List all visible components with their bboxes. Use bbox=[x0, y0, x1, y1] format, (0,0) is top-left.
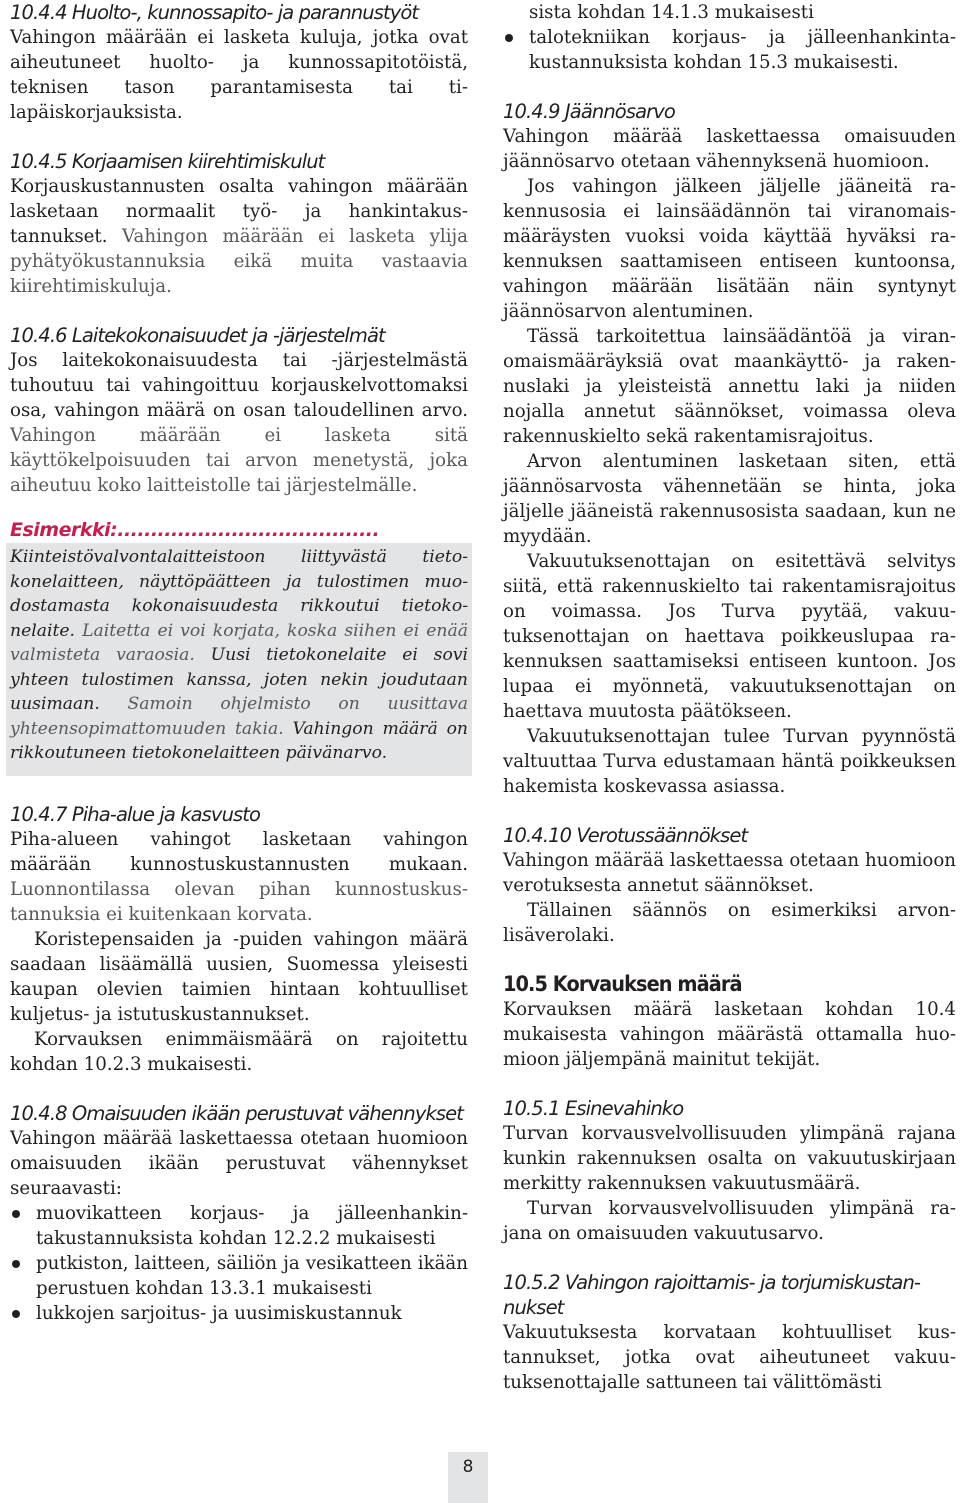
section-10-4-6 bbox=[10, 323, 468, 498]
bullet-icon bbox=[12, 1310, 20, 1318]
section-paragraph: Vakuutuksenottajan on esitettävä selvitys siitä, että rakennuskielto tai rakentamisrajoitus on voimassa. Jos Turva pyytää, vakuutuksenottajan on haettava poikkeuslupaa rakennuksen saattamiseksi entiseen kuntoon. Jos lupaa ei myönnetä, vakuutuksenottajan on haettava muutosta päätökseen. bbox=[503, 551, 956, 722]
list-item-text: talotekniikan korjaus- ja jälleenhankintakustannuksista kohdan 15.3 mukaisesti. bbox=[529, 27, 956, 73]
section-paragraph: Vahingon määrää laskettaessa otetaan huomioon verotuksesta annetut säännökset. bbox=[503, 850, 956, 896]
section-10-4-8 bbox=[10, 1101, 468, 1326]
main-heading: 10.5 Korvauksen määrä bbox=[503, 972, 742, 996]
list-item bbox=[503, 25, 956, 75]
bullet-icon bbox=[12, 1210, 20, 1218]
section-text: Vahingon määrään ei lasketa kuluja, jotka ovat aiheutuneet huolto- ja kunnossapitotöistä, teknisen tason parantamisesta tai tilapäiskorjauksista. bbox=[10, 27, 468, 123]
list-item-text: lukkojen sarjoitus- ja uusimiskustannuk bbox=[36, 1302, 402, 1324]
right-column bbox=[503, 0, 956, 1395]
bullet-icon bbox=[12, 1260, 20, 1268]
left-column bbox=[10, 0, 468, 1326]
example-box bbox=[6, 543, 472, 776]
bullet-list-continued bbox=[503, 0, 956, 75]
list-item bbox=[10, 1301, 468, 1326]
text-part-gray: Vahingon määrään ei lasketa ylija pyhätyökustannuksia eikä muita vastaavia kiirehtimiskuluja. bbox=[10, 226, 468, 297]
section-heading: 10.4.4 Huolto-, kunnossapito- ja parannustyöt bbox=[10, 1, 419, 24]
section-text bbox=[10, 827, 468, 927]
text-part: Piha-alueen vahingot lasketaan vahingon määrään kunnostuskustannusten mukaan. bbox=[10, 828, 468, 875]
example-text bbox=[10, 545, 468, 766]
section-paragraph: Koristepensaiden ja -puiden vahingon määrä saadaan lisäämällä uusien, Suomessa yleisesti kaupan olevien taimien hintaan kohtuulliset kuljetus- ja istutuskustannukset. bbox=[10, 928, 468, 1025]
example-part: Uusi tietokonelaite ei sovi yhteen tulostimen kanssa, joten nekin joudutaan uusimaan. bbox=[10, 645, 468, 714]
section-heading: 10.4.10 Verotussäännökset bbox=[503, 824, 748, 847]
section-10-4-10 bbox=[503, 823, 956, 948]
section-paragraph: Vakuutuksenottajan tulee Turvan pyynnöstä valtuuttaa Turva edustamaan häntä poikkeuksen hakemista koskevassa asiassa. bbox=[503, 726, 956, 797]
list-item-text: putkiston, laitteen, säiliön ja vesikatteen ikään perustuen kohdan 13.3.1 mukaisesti bbox=[36, 1252, 468, 1299]
section-paragraph: Turvan korvausvelvollisuuden ylimpänä rajana on omaisuuden vakuutusarvo. bbox=[503, 1198, 956, 1244]
section-paragraph: Tässä tarkoitettua lainsäädäntöä ja viranomaismääräyksiä ovat maankäyttö- ja rakennuslaki ja yleisteistä annettu laki ja niiden nojalla annetut säännökset, voimassa oleva rakennuskielto sekä rakentamisrajoitus. bbox=[503, 326, 956, 447]
section-10-5-1 bbox=[503, 1096, 956, 1246]
section-heading: 10.4.8 Omaisuuden ikään perustuvat vähennykset bbox=[10, 1101, 463, 1125]
example-part: Vahingon määrä on rikkoutuneen tietokonelaitteen päivänarvo. bbox=[10, 718, 468, 763]
list-item-continued bbox=[503, 0, 956, 25]
section-heading: 10.5.2 Vahingon rajoittamis- ja torjumiskustannukset bbox=[503, 1271, 921, 1319]
section-10-5 bbox=[503, 972, 956, 1072]
section-paragraph: Turvan korvausvelvollisuuden ylimpänä rajana kunkin rakennuksen osalta on vakuutuskirjaan merkitty rakennuksen vakuutusmäärä. bbox=[503, 1123, 956, 1194]
bullet-icon bbox=[505, 34, 513, 42]
section-10-4-5 bbox=[10, 149, 468, 299]
section-heading: 10.4.7 Piha-alue ja kasvusto bbox=[10, 802, 261, 826]
section-10-5-2 bbox=[503, 1270, 956, 1395]
section-10-4-7 bbox=[10, 802, 468, 1077]
example-part-gray: Laitetta ei voi korjata, koska siihen ei enää valmisteta varaosia. bbox=[10, 620, 468, 665]
section-heading: 10.5.1 Esinevahinko bbox=[503, 1097, 684, 1120]
text-part-gray: Vahingon määrään ei lasketa sitä käyttökelpoisuuden tai arvon menetystä, joka aiheutuu koko laitteistolle tai järjestelmälle. bbox=[10, 425, 468, 496]
text-part: Korjauskustannusten osalta vahingon määrään lasketaan normaalit työ- ja hankintakustannukset. bbox=[10, 176, 468, 247]
list-item-text: muovikatteen korjaus- ja jälleenhankintakustannuksista kohdan 12.2.2 mukaisesti bbox=[36, 1202, 468, 1249]
text-part: Jos laitekokonaisuudesta tai -järjestelmästä tuhoutuu tai vahingoittuu korjauskelvottomaksi osa, vahingon määrä on osan taloudellinen arvo. bbox=[10, 350, 468, 421]
section-10-4-9 bbox=[503, 99, 956, 799]
section-paragraph: Vakuutuksesta korvataan kohtuulliset kustannukset, jotka ovat aiheutuneet vakuutuksenottajalle sattuneen tai välittömästi bbox=[503, 1322, 956, 1393]
example-label: Esimerkki:....................................... bbox=[10, 519, 380, 541]
section-paragraph: Tällainen säännös on esimerkiksi arvonlisäverolaki. bbox=[503, 900, 956, 946]
section-heading: 10.4.5 Korjaamisen kiirehtimiskulut bbox=[10, 150, 325, 173]
list-item-text: sista kohdan 14.1.3 mukaisesti bbox=[529, 2, 814, 23]
text-part-gray: Luonnontilassa olevan pihan kunnostuskustannuksia ei kuitenkaan korvata. bbox=[10, 878, 468, 925]
example-part: Kiinteistövalvontalaitteistoon liittyvästä tietokonelaitteen, näyttöpäätteen ja tulostimen muodostamasta kokonaisuudesta rikkoutui tietokonelaite. bbox=[10, 547, 468, 641]
list-item bbox=[10, 1201, 468, 1251]
section-paragraph: Korvauksen enimmäismäärä on rajoitettu kohdan 10.2.3 mukaisesti. bbox=[10, 1028, 468, 1075]
section-paragraph: Jos vahingon jälkeen jäljelle jääneitä rakennusosia ei lainsäädännön tai viranomaismääräysten vuoksi voida käyttää hyväksi rakennuksen saattamiseen entiseen kuntoonsa, vahingon määrään lisätään näin syntynyt jäännösarvon alentuminen. bbox=[503, 176, 956, 322]
section-10-4-4 bbox=[10, 0, 468, 125]
section-paragraph: Vahingon määrää laskettaessa omaisuuden jäännösarvo otetaan vähennyksenä huomioon. bbox=[503, 126, 956, 172]
section-text: Vahingon määrää laskettaessa otetaan huomioon omaisuuden ikään perustuvat vähennykset seuraavasti: bbox=[10, 1127, 468, 1199]
section-paragraph: Korvauksen määrä lasketaan kohdan 10.4 mukaisesta vahingon määrästä ottamalla huomioon jäljempänä mainitut tekijät. bbox=[503, 999, 956, 1070]
example-part-gray: Samoin ohjelmisto on uusittava yhteensopimattomuuden takia. bbox=[10, 694, 468, 739]
section-heading: 10.4.6 Laitekokonaisuudet ja -järjestelmät bbox=[10, 324, 385, 347]
section-text bbox=[10, 174, 468, 299]
bullet-list bbox=[10, 1201, 468, 1326]
section-paragraph: Arvon alentuminen lasketaan siten, että jäännösarvosta vähennetään se hinta, joka jäljelle jääneistä rakennusosista saadaan, kun ne myydään. bbox=[503, 451, 956, 547]
section-text bbox=[10, 348, 468, 498]
page-number: 8 bbox=[448, 1452, 488, 1503]
section-heading: 10.4.9 Jäännösarvo bbox=[503, 100, 675, 123]
list-item bbox=[10, 1251, 468, 1301]
